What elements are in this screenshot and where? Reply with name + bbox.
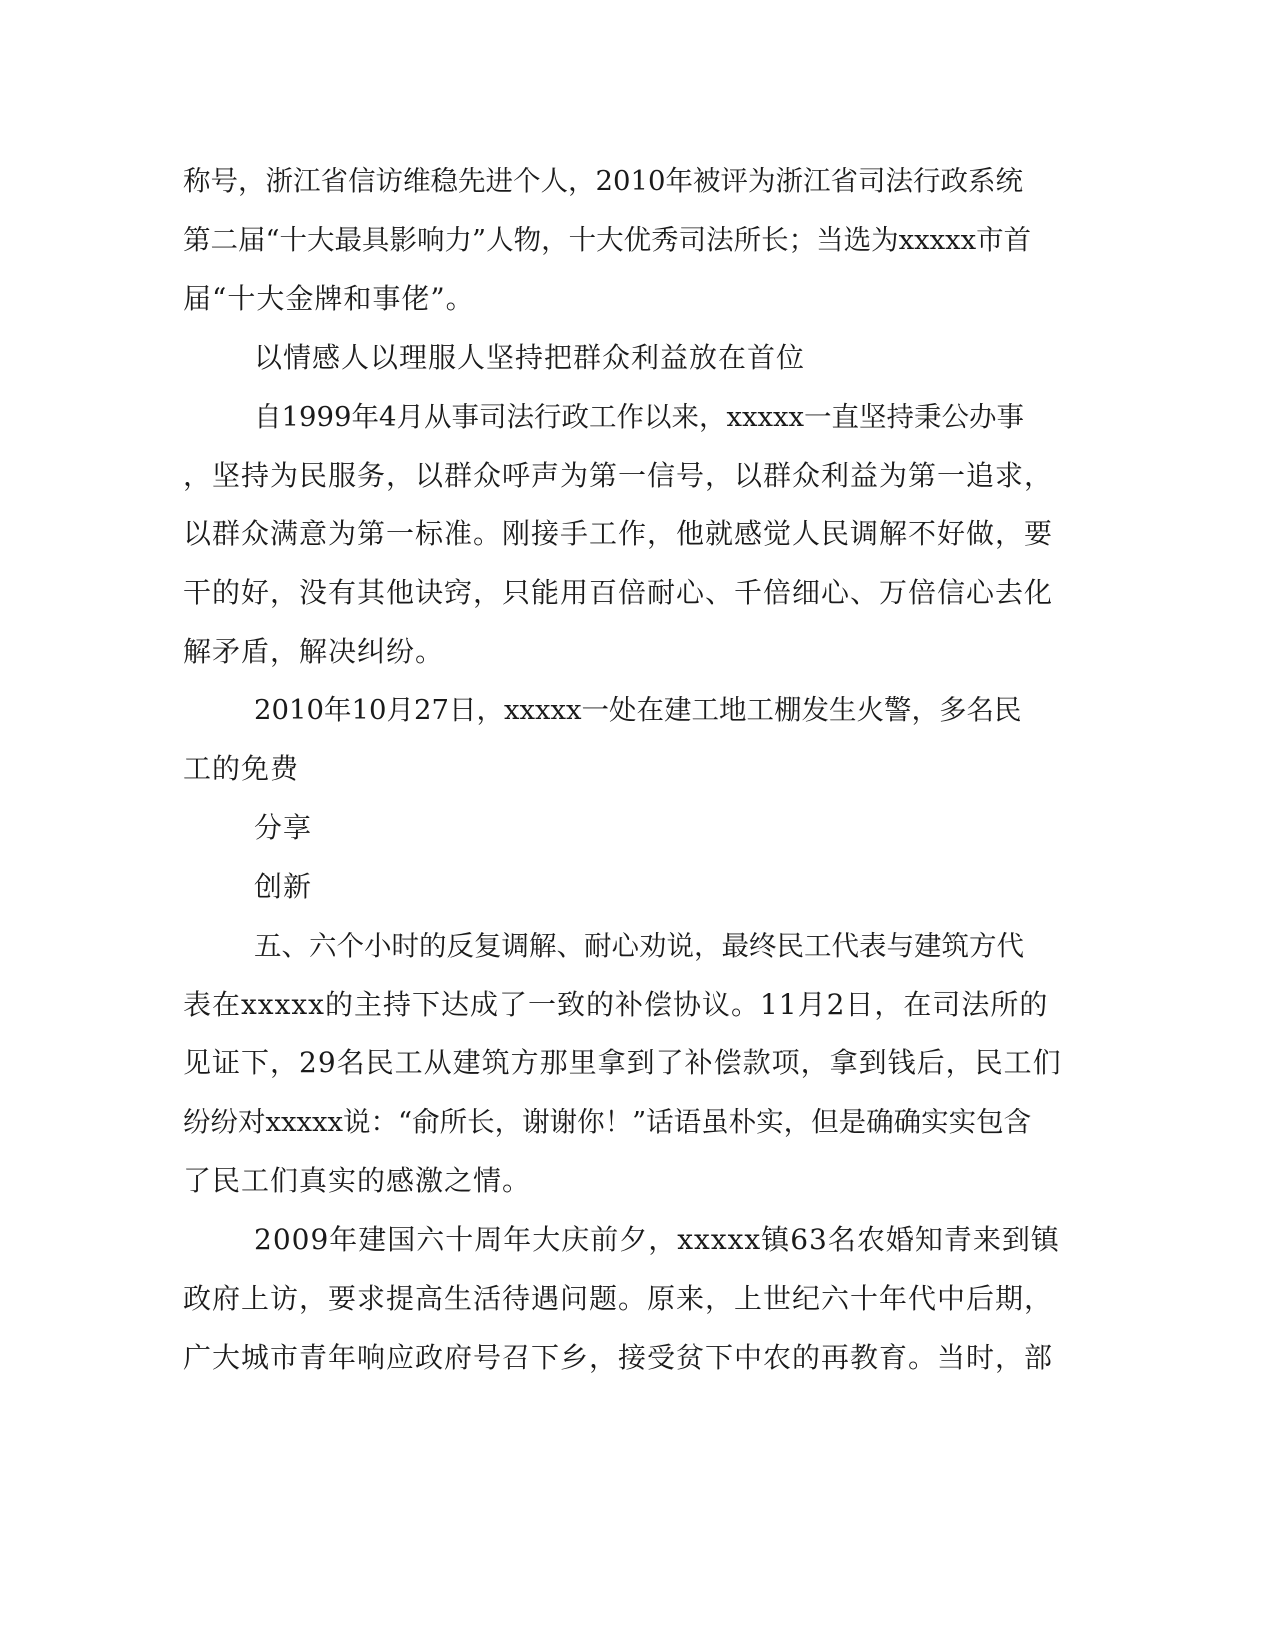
section-heading: 以情感人以理服人坚持把群众利益放在首位 — [254, 341, 806, 374]
text-line: 广大城市青年响应政府号召下乡，接受贫下中农的再教育。当时，部 — [183, 1341, 1054, 1374]
text-line: 2009年建国六十周年大庆前夕，xxxxx镇63名农婚知青来到镇 — [254, 1223, 1060, 1256]
text-line: 2010年10月27日，xxxxx一处在建工地工棚发生火警，多名民 — [254, 694, 1022, 726]
text-line: ，坚持为民服务，以群众呼声为第一信号，以群众利益为第一追求， — [183, 459, 1054, 492]
text-line: 届“十大金牌和事佬”。 — [183, 282, 475, 315]
text-line: 纷纷对xxxxx说：“俞所长，谢谢你！”话语虽朴实，但是确确实实包含 — [183, 1106, 1032, 1138]
text-line: 称号，浙江省信访维稳先进个人，2010年被评为浙江省司法行政系统 — [183, 165, 1023, 197]
text-line: 工的免费 — [183, 752, 300, 785]
text-line: 五、六个小时的反复调解、耐心劝说，最终民工代表与建筑方代 — [254, 930, 1024, 962]
text-line: 自1999年4月从事司法行政工作以来，xxxxx一直坚持秉公办事 — [254, 401, 1025, 433]
text-line: 以群众满意为第一标准。刚接手工作，他就感觉人民调解不好做，要 — [183, 517, 1054, 550]
text-line: 干的好，没有其他诀窍，只能用百倍耐心、千倍细心、万倍信心去化 — [183, 576, 1054, 609]
text-line: 了民工们真实的感激之情。 — [183, 1164, 532, 1197]
text-line: 第二届“十大最具影响力”人物，十大优秀司法所长；当选为xxxxx市首 — [183, 224, 1032, 256]
text-line: 政府上访，要求提高生活待遇问题。原来，上世纪六十年代中后期， — [183, 1282, 1054, 1315]
text-line: 分享 — [254, 811, 313, 844]
text-line: 解矛盾，解决纠纷。 — [183, 635, 445, 668]
text-line: 创新 — [254, 870, 313, 903]
text-line: 见证下，29名民工从建筑方那里拿到了补偿款项，拿到钱后，民工们 — [183, 1046, 1062, 1079]
text-line: 表在xxxxx的主持下达成了一致的补偿协议。11月2日，在司法所的 — [183, 988, 1049, 1021]
